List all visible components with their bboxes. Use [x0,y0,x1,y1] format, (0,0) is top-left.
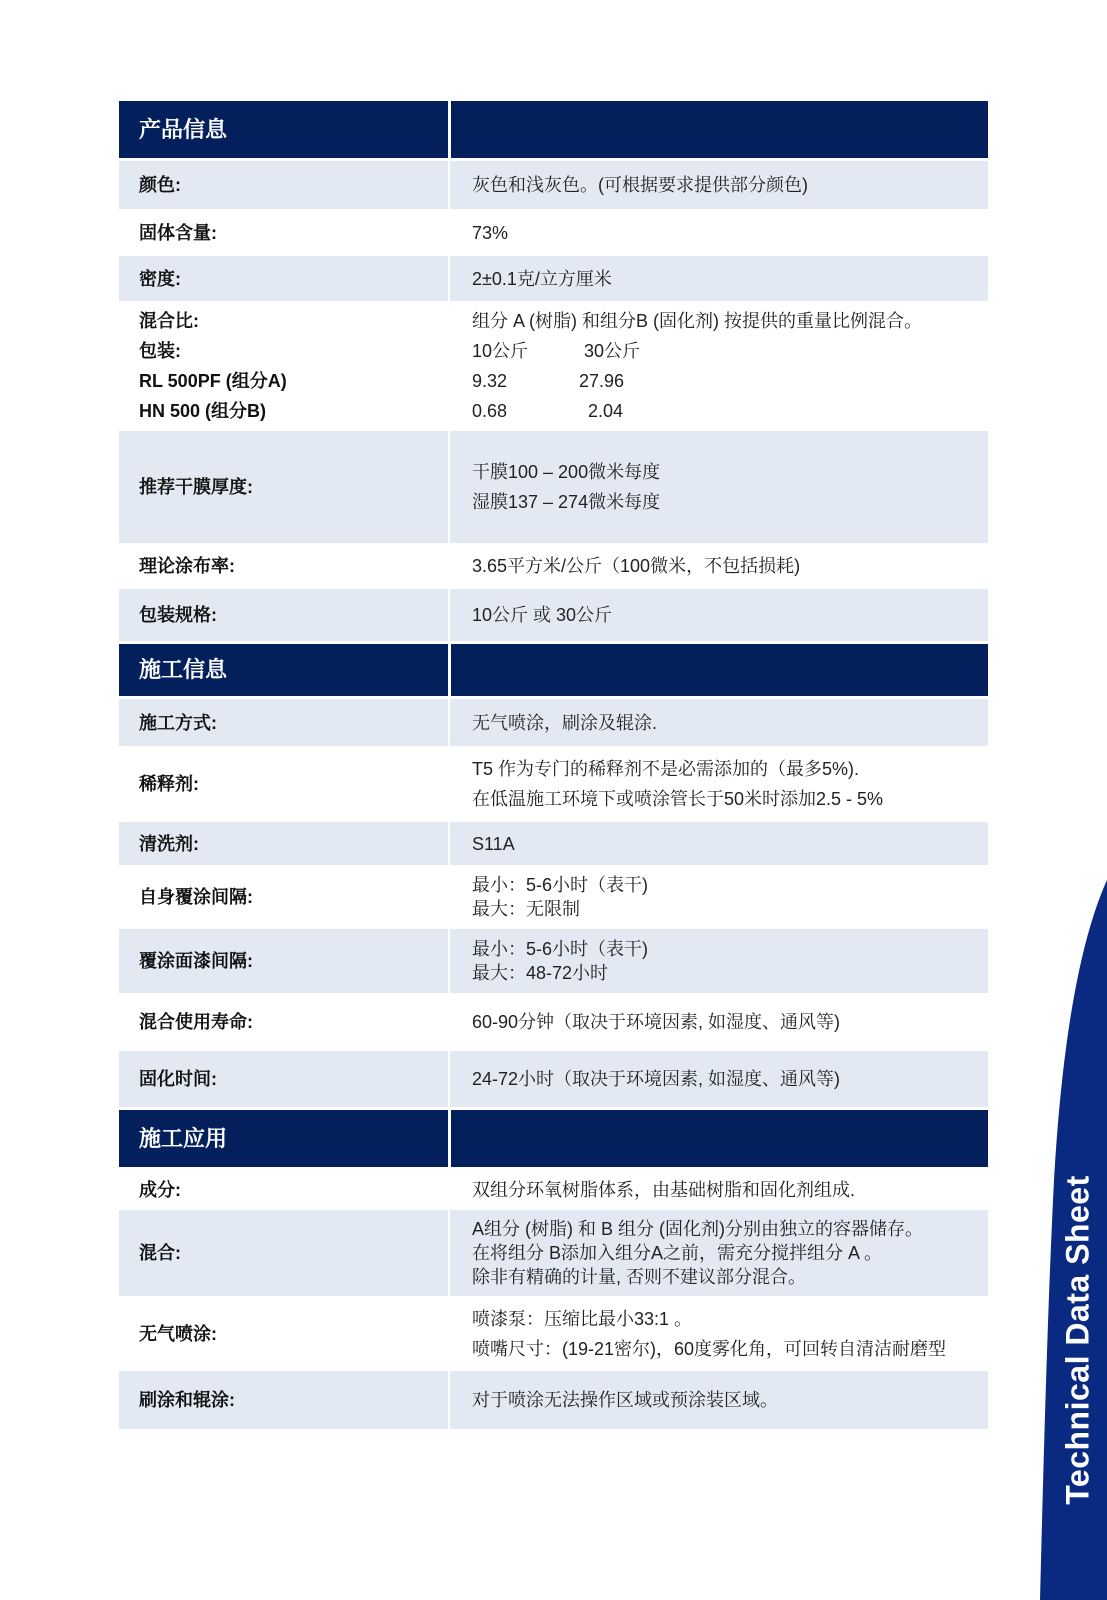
section-header-usage [119,1110,988,1167]
dft-line-2: 湿膜137 – 274微米每度 [472,492,661,512]
part-a-value-2: 27.96 [579,371,625,391]
table-row-pot-life [119,993,988,1051]
row-label: 理论涂布率: [139,556,235,576]
row-label: 固化时间: [139,1069,217,1089]
section-header-blank [448,1110,988,1167]
topcoat-line-2: 最大：48-72小时 [472,963,609,983]
row-value: 24-72小时（取决于环境因素, 如湿度、通风等) [472,1069,841,1089]
table-row-dft [119,431,988,543]
table-row-self-recoat [119,865,988,929]
row-value: S11A [472,833,515,854]
section-header-application-info [119,644,988,696]
table-row-thinner [119,746,988,822]
section-header-blank [448,644,988,696]
airless-line-1: 喷漆泵：压缩比最小33:1 。 [472,1308,693,1329]
self-recoat-line-2: 最大：无限制 [472,899,580,919]
thinner-line-2: 在低温施工环境下或喷涂管长于50米时添加2.5 - 5% [472,789,884,809]
row-label: 固体含量: [139,222,217,243]
section-title: 施工信息 [139,657,228,682]
part-a-value-1: 9.32 [472,371,508,391]
table-row-coverage [119,543,988,589]
row-label: 无气喷涂: [139,1323,217,1344]
row-value: 无气喷涂，刷涂及辊涂. [472,712,657,733]
row-label: 混合使用寿命: [139,1012,253,1032]
mixing-line-2: 在将组分 B添加入组分A之前，需充分搅拌组分 A 。 [472,1243,883,1263]
row-value: 灰色和浅灰色。(可根据要求提供部分颜色) [472,175,808,195]
table-row-brush-roll [119,1371,988,1429]
row-value: 10公斤 或 30公斤 [472,605,613,625]
row-label: 混合: [139,1243,181,1263]
row-label: 自身覆涂间隔: [139,887,253,907]
row-value: 3.65平方米/公斤（100微米，不包括损耗) [472,556,801,576]
mixing-line-1: A组分 (树脂) 和 B 组分 (固化剂)分别由独立的容器储存。 [472,1219,923,1239]
row-value: 对于喷涂无法操作区域或预涂装区域。 [472,1390,778,1410]
part-b-value-2: 2.04 [588,401,624,421]
part-b-value-1: 0.68 [472,401,508,421]
section-title: 施工应用 [139,1125,228,1151]
spine-title: Technical Data Sheet [1059,1175,1096,1505]
topcoat-line-1: 最小：5-6小时（表干) [472,939,649,959]
row-value: 73% [472,222,509,243]
table-row-mix-packing [119,301,988,431]
table-row-cleaner [119,822,988,865]
row-label: 稀释剂: [139,774,199,794]
row-label: 密度: [139,268,181,289]
row-label: 刷涂和辊涂: [139,1390,235,1410]
row-label: 清洗剂: [139,833,199,854]
table-row-cure-time [119,1051,988,1107]
row-label: 推荐干膜厚度: [139,477,253,497]
row-label: 覆涂面漆间隔: [139,951,253,971]
row-label: 成分: [139,1180,181,1200]
row-label-part-a: RL 500PF (组分A) [139,371,287,391]
row-value: 60-90分钟（取决于环境因素, 如湿度、通风等) [472,1012,841,1032]
table-row-composition [119,1170,988,1210]
row-value: 2±0.1克/立方厘米 [472,268,612,289]
row-label: 包装规格: [139,605,217,625]
mix-ratio-value: 组分 A (树脂) 和组分B (固化剂) 按提供的重量比例混合。 [472,311,922,331]
airless-line-2: 喷嘴尺寸：(19-21密尔)，60度雾化角，可回转自清洁耐磨型 [472,1338,947,1359]
packing-b: 30公斤 [584,341,641,361]
row-label: 颜色: [139,175,181,195]
table-row-solids [119,209,988,256]
self-recoat-line-1: 最小：5-6小时（表干) [472,875,649,895]
table-row-mixing [119,1210,988,1296]
technical-data-table [119,101,988,1429]
table-row-density [119,256,988,301]
table-row-topcoat-interval [119,929,988,993]
packing-values [472,336,988,366]
section-header-product-info [119,101,988,158]
table-row-color [119,161,988,209]
section-header-blank [448,101,988,158]
row-label-packing: 包装: [139,341,181,361]
mixing-line-3: 除非有精确的计量, 否则不建议部分混合。 [472,1267,807,1287]
table-row-method [119,699,988,746]
table-row-pack-size [119,589,988,641]
row-value: 双组分环氧树脂体系，由基础树脂和固化剂组成. [472,1180,855,1200]
part-b-values [472,396,988,426]
row-label-part-b: HN 500 (组分B) [139,401,267,421]
section-title: 产品信息 [139,116,228,142]
thinner-line-1: T5 作为专门的稀释剂不是必需添加的（最多5%). [472,759,860,779]
row-label-mix-ratio: 混合比: [139,311,199,331]
part-a-values [472,366,988,396]
table-row-airless [119,1296,988,1371]
dft-line-1: 干膜100 – 200微米每度 [472,462,661,482]
packing-a: 10公斤 [472,341,529,361]
row-label: 施工方式: [139,712,217,733]
